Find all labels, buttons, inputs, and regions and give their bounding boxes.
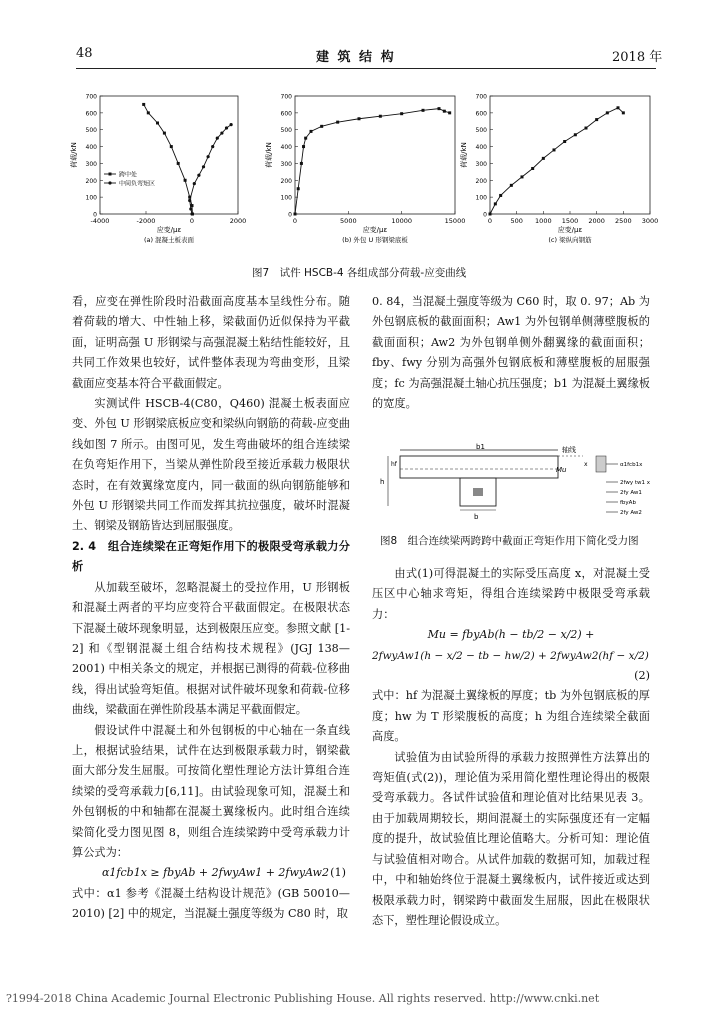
data-point [170,145,173,148]
y-tick-label: 600 [475,110,487,118]
paragraph: 式中：hf 为混凝土翼缘板的厚度；tb 为外包钢底板的厚度；hw 为 T 形梁腹板的高度；h 为组合连续梁全截面高度。 [372,689,650,744]
data-point [190,212,193,215]
journal-title: 建 筑 结 构 [316,50,396,65]
data-point [207,155,210,158]
equation-1 [72,863,350,883]
data-point [521,175,524,178]
data-point [438,107,441,110]
series-line [144,104,193,214]
label-b1: b1 [476,443,485,451]
y-tick-label: 700 [475,93,487,101]
chart-frame [490,96,650,214]
data-point [304,137,307,140]
data-point [211,145,214,148]
data-point [163,132,166,135]
x-tick-label: 2000 [229,217,247,225]
legend-marker [109,173,112,176]
y-tick-label: 100 [280,194,292,202]
x-tick-label: 1500 [561,217,579,225]
data-point [494,202,497,205]
data-point [142,103,145,106]
data-point [193,182,196,185]
y-tick-label: 300 [85,160,97,168]
chart-subtitle: (b) 外包 U 形钢梁底板 [342,236,408,244]
x-tick-label: 10000 [391,217,413,225]
legend-label: 跨中处 [119,171,138,179]
data-point [189,207,192,210]
x-tick-label: -4000 [90,217,110,225]
chart-subtitle: (a) 混凝土板表面 [143,236,195,244]
data-point [443,110,446,113]
x-tick-label: 3000 [641,217,659,225]
series-line [190,125,231,214]
label-b: b [474,513,479,521]
label-Mu: Mu [556,466,567,474]
paragraph: 由式(1)可得混凝土的实际受压高度 x，对混凝土受压区中心轴求弯矩，得组合连续梁跨中极限受弯承载力： [372,567,650,621]
y-tick-label: 200 [85,177,97,185]
y-tick-label: 300 [280,160,292,168]
data-point [499,194,502,197]
y-tick-label: 400 [475,144,487,152]
data-point [606,111,609,114]
y-tick-label: 500 [85,127,97,135]
paragraph: 试验值为由试验所得的承载力按照弹性方法算出的弯矩值(式(2))，理论值为采用简化塑性理论得出的极限受弯承载力。各试件试验值和理论值对比结果见表 3。由于加载周期较长，期间混凝土的实际强度还有一定幅度的提升，故试验值比理论值略大。分析可知：理论值与试验值相对吻合。从试件加载的数据可知，加载过程中，中和轴始终位于混凝土翼缘板内，试件接近或达到极限承载力时，钢梁跨中截面发生屈服，因此在极限状态下，塑性理论假设成立。 [372,750,650,927]
copyright-footer: ?1994-2018 China Academic Journal Electronic Publishing House. All rights reserved. http://www.cnki.net [6,992,600,1005]
x-tick-label: -2000 [136,217,156,225]
rebar [473,488,483,496]
data-point [563,140,566,143]
figure-8-caption: 图8 组合连续梁两跨跨中截面正弯矩作用下简化受力图 [380,535,639,547]
y-tick-label: 100 [85,194,97,202]
data-point [197,174,200,177]
data-point [574,133,577,136]
data-point [297,187,300,190]
data-point [585,127,588,130]
right-column-cont [372,564,650,931]
equation-1-body: α1fcb1x ≥ fbyAb + 2fwyAw1 + 2fwyAw2 [102,866,329,880]
figure-7-caption: 图7 试件 HSCB-4 各组成部分荷载-应变曲线 [252,267,467,279]
equation-2-number: (2) [634,669,650,683]
y-tick-label: 0 [93,211,97,219]
force-concrete: α1fcb1x [620,462,643,468]
data-point [622,111,625,114]
data-point [320,125,323,128]
page-number: 48 [76,46,93,61]
y-axis-label: 荷载/kN [70,142,78,168]
equation-2-line-2: 2fwyAw1(h − x/2 − tb − hw/2) + 2fwyAw2(hf − x/2) [372,649,649,662]
data-point [147,111,150,114]
data-point [177,162,180,165]
data-point [510,184,513,187]
y-tick-label: 500 [280,127,292,135]
y-tick-label: 100 [475,194,487,202]
data-point [422,109,425,112]
paragraph: 从加载至破坏，忽略混凝土的受拉作用，U 形钢板和混凝土两者的平均应变符合平截面假定。在极限状态下混凝土破坏现象明显，达到极限压应变。参照文献 [1-2] 和《型钢混凝土组合结构技术规程》(JGJ 138—2001) 中相关条文的规定，并根据已测得的荷载-位移曲线，得出试验弯矩值。根据对试件破坏现象和荷载-位移曲线，梁截面在弹性阶段基本满足平截面假定。 [72,580,350,717]
x-tick-label: 1000 [535,217,552,225]
data-point [542,157,545,160]
force-aw2: 2fy Aw2 [620,510,642,516]
y-tick-label: 0 [288,211,292,219]
label-axis: 轴线 [562,446,576,454]
data-point [294,213,297,216]
data-point [531,167,534,170]
equation-1-number: (1) [330,866,346,880]
data-point [489,213,492,216]
data-point [302,145,305,148]
x-tick-label: 2000 [588,217,605,225]
equation-2-line-1: Mu = fbyAb(h − tb/2 − x/2) + [427,628,595,642]
y-tick-label: 200 [475,177,487,185]
concrete-slab [400,456,558,478]
force-web: 2fwy tw1 x [620,480,650,486]
label-hf: hf [391,461,397,468]
force-aw1: 2fy Aw1 [620,490,642,496]
y-tick-label: 200 [280,177,292,185]
figure-7-charts [60,86,670,256]
x-tick-label: 15000 [444,217,466,225]
series-line [490,108,623,214]
data-point [310,130,313,133]
x-tick-label: 2500 [615,217,632,225]
series-line [295,109,450,214]
data-point [553,148,556,151]
y-axis-label: 荷载/kN [265,142,273,168]
data-point [617,106,620,109]
legend-marker [108,181,111,184]
data-point [358,117,361,120]
x-tick-label: 5000 [340,217,357,225]
data-point [184,179,187,182]
data-point [400,112,403,115]
x-tick-label: 0 [487,217,493,225]
x-axis-label: 应变/με [156,226,182,234]
chart-frame [295,96,455,214]
x-tick-label: 0 [189,217,195,225]
y-tick-label: 600 [85,110,97,118]
paragraph: 式中：α1 参考《混凝土结构设计规范》(GB 50010—2010) [2] 中的规定，当混凝土强度等级为 C80 时，取 [72,886,350,921]
data-point [379,115,382,118]
data-point [336,121,339,124]
y-tick-label: 300 [475,160,487,168]
data-point [216,137,219,140]
paragraph: 实测试件 HSCB-4(C80，Q460) 混凝土板表面应变、外包 U 形钢梁底板应变和梁纵向钢筋的荷载-应变曲线如图 7 所示。由图可见，发生弯曲破坏的组合连续梁在负弯矩作用下，当梁从弹性阶段至接近承载力极限状态时，在有效翼缘宽度内，同一截面的纵向钢筋能够和外包 U 形钢梁共同工作而发挥其抗拉强度，破坏时混凝土、钢梁及钢筋皆达到屈服强度。 [72,397,350,533]
paragraph: 看，应变在弹性阶段时沿截面高度基本呈线性分布。随着荷载的增大、中性轴上移，梁截面仍近似保持为平截面，证明高强 U 形钢梁与高强混凝土粘结性能较好，且共同工作效果也较好，试件整体表现为弯曲变形，且梁截面应变基本符合平截面假定。 [72,295,350,390]
y-tick-label: 0 [483,211,487,219]
data-point [448,111,451,114]
y-tick-label: 500 [475,127,487,135]
x-tick-label: 500 [510,217,523,225]
figure-8-diagram [378,442,668,522]
paragraph: 假设试件中混凝土和外包钢板的中心轴在一条直线上，根据试验结果，试件在达到极限承载力时，钢梁截面大部分发生屈服。可按简化塑性理论方法计算组合连续梁的受弯承载力[6,11]。由试验现象可知，混凝土和外包钢板的中和轴都在混凝土翼缘板内。此时组合连续梁简化受力图见图 8，则组合连续梁跨中受弯承载力计算公式为： [72,723,350,859]
data-point [188,199,191,202]
section-heading: 2. 4 组合连续梁在正弯矩作用下的极限受弯承载力分析 [72,539,350,574]
chart-subtitle: (c) 梁纵向钢筋 [548,236,592,244]
data-point [300,162,303,165]
y-tick-label: 400 [280,144,292,152]
x-axis-label: 应变/με [557,226,583,234]
right-column [372,292,650,414]
x-tick-label: 0 [292,217,298,225]
label-h: h [380,478,385,486]
data-point [220,131,223,134]
chart-frame [100,96,238,214]
label-x: x [584,461,588,468]
y-tick-label: 400 [85,144,97,152]
header-rule [76,68,656,69]
y-tick-label: 700 [280,93,292,101]
left-column [72,292,350,925]
data-point [230,123,233,126]
x-axis-label: 应变/με [362,226,388,234]
legend-label: 中间负弯矩区 [119,180,156,188]
y-tick-label: 700 [85,93,97,101]
paragraph: 0. 84，当混凝土强度等级为 C60 时，取 0. 97；Ab 为外包钢底板的截面面积；Aw1 为外包钢单侧薄壁腹板的截面面积；Aw2 为外包钢单侧外翻翼缘的截面面积；fby、fwy 分别为高强外包钢底板和薄壁腹板的屈服强度；fc 为高强混凝土轴心抗压强度；b1 为混凝土翼缘板的宽度。 [372,295,650,411]
data-point [202,165,205,168]
y-axis-label: 荷载/kN [460,142,468,168]
data-point [156,121,159,124]
year: 2018 年 [612,50,663,65]
force-bottom: fbyAb [620,500,636,506]
data-point [595,118,598,121]
y-tick-label: 600 [280,110,292,118]
data-point [225,126,228,129]
